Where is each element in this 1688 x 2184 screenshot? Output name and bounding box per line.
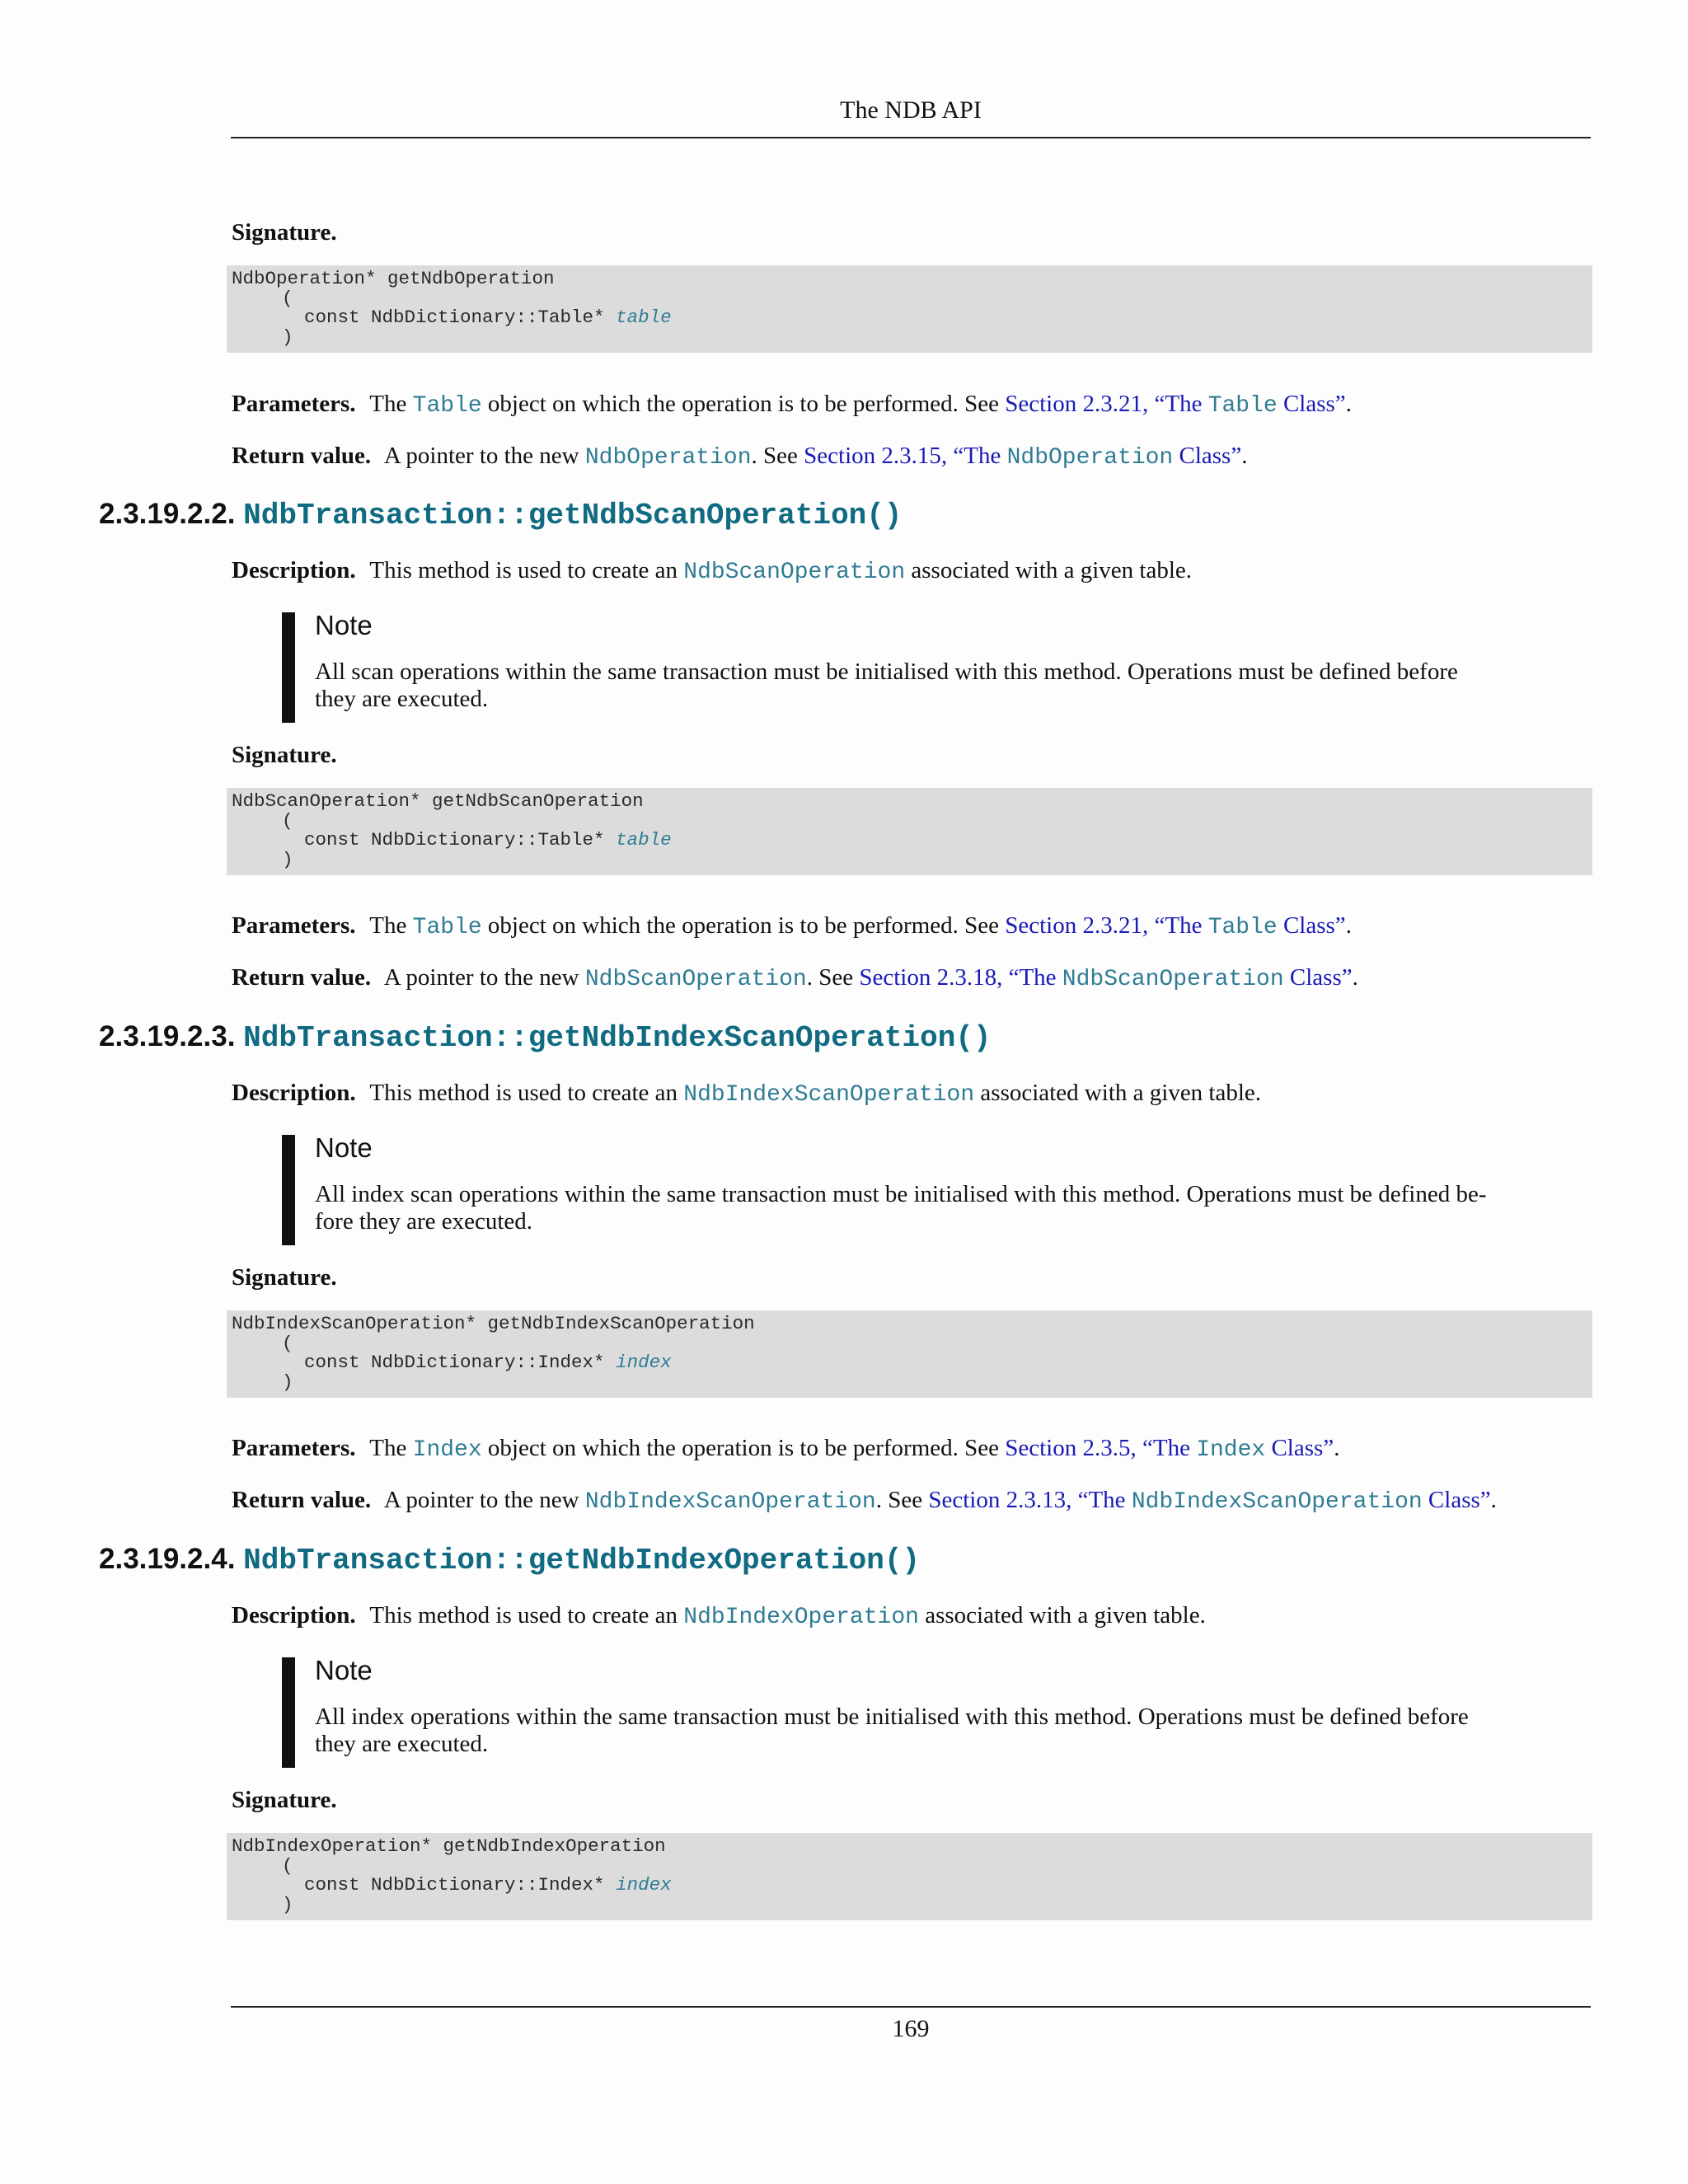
note-box: Note All index operations within the same transaction must be initialised with this method. Operations must be defined before they are executed. xyxy=(282,1657,1568,1768)
code-signature: NdbIndexScanOperation* getNdbIndexScanOperation ( const NdbDictionary::Index* index ) xyxy=(227,1310,1592,1398)
return-value-paragraph: Return value. A pointer to the new NdbIndexScanOperation. See Section 2.3.13, “The NdbIndexScanOperation Class”. xyxy=(232,1487,1497,1515)
note-title: Note xyxy=(315,610,373,640)
footer-rule xyxy=(231,2006,1591,2008)
section-link[interactable]: Section 2.3.15, “The NdbOperation Class” xyxy=(804,443,1242,471)
section-link[interactable]: Section 2.3.18, “The NdbScanOperation Class” xyxy=(859,964,1353,992)
description-paragraph: Description. This method is used to create an NdbScanOperation associated with a given table. xyxy=(232,557,1193,585)
section-heading: 2.3.19.2.4. NdbTransaction::getNdbIndexOperation() xyxy=(99,1543,921,1577)
section-link[interactable]: Section 2.3.21, “The Table Class” xyxy=(1005,912,1346,940)
section-link[interactable]: Section 2.3.13, “The NdbIndexScanOperation Class” xyxy=(928,1487,1491,1515)
code-ref: Table xyxy=(412,393,482,419)
parameters-paragraph: Parameters. The Index object on which the operation is to be performed. See Section 2.3.5, “The Index Class”. xyxy=(232,1435,1340,1463)
code-signature: NdbScanOperation* getNdbScanOperation ( const NdbDictionary::Table* table ) xyxy=(227,788,1592,875)
signature-label: Signature. xyxy=(232,219,337,246)
return-value-paragraph: Return value. A pointer to the new NdbScanOperation. See Section 2.3.18, “The NdbScanOperation Class”. xyxy=(232,964,1358,992)
section-number: 2.3.19.2.2. xyxy=(99,498,236,530)
signature-label: Signature. xyxy=(232,742,337,768)
code-line: NdbOperation* getNdbOperation xyxy=(232,268,555,289)
section-link[interactable]: Section 2.3.5, “The Index Class” xyxy=(1005,1435,1334,1463)
description-label: Description. xyxy=(232,557,356,583)
section-heading xyxy=(99,496,903,534)
section-link[interactable]: Section 2.3.21, “The Table Class” xyxy=(1005,391,1346,419)
signature-label: Signature. xyxy=(232,1264,337,1291)
parameters-label: Parameters. xyxy=(232,391,356,417)
page-header: The NDB API xyxy=(840,96,982,124)
page-number: 169 xyxy=(892,2015,930,2042)
code-param-type: const NdbDictionary::Table* xyxy=(304,307,605,328)
description-paragraph: Description. This method is used to create an NdbIndexScanOperation associated with a given table. xyxy=(232,1080,1262,1108)
signature-label: Signature. xyxy=(232,1787,337,1813)
code-line: ) xyxy=(282,326,293,348)
code-signature: NdbIndexOperation* getNdbIndexOperation ( const NdbDictionary::Index* index ) xyxy=(227,1833,1592,1920)
text: The xyxy=(369,391,407,417)
note-box: Note All index scan operations within the same transaction must be initialised with this method. Operations must be defined be- fore they are executed. xyxy=(282,1135,1568,1245)
note-box xyxy=(282,612,1568,723)
parameters-paragraph: Parameters. The Table object on which the operation is to be performed. See Section 2.3.21, “The Table Class”. xyxy=(232,912,1352,940)
code-ref: NdbOperation xyxy=(584,445,752,471)
code-param-name: table xyxy=(616,307,672,328)
text: A pointer to the new xyxy=(383,443,579,469)
text: object on which the operation is to be performed. See xyxy=(487,391,999,417)
code-ref: NdbScanOperation xyxy=(683,560,906,585)
code-signature xyxy=(227,265,1592,353)
parameters-paragraph: Parameters. The Table object on which the operation is to be performed. See Section 2.3.21, “The Table Class”. xyxy=(232,391,1352,419)
return-value-label: Return value. xyxy=(232,443,372,469)
header-rule xyxy=(231,137,1591,138)
note-text: All scan operations within the same transaction must be initialised with this method. Operations must be defined before they are executed. xyxy=(315,658,1458,712)
description-paragraph: Description. This method is used to create an NdbIndexOperation associated with a given table. xyxy=(232,1602,1206,1630)
return-value-paragraph: Return value. A pointer to the new NdbOperation. See Section 2.3.15, “The NdbOperation Class”. xyxy=(232,443,1248,471)
code-line: ( xyxy=(282,287,293,309)
section-function: NdbTransaction::getNdbScanOperation() xyxy=(243,499,903,532)
section-heading: 2.3.19.2.3. NdbTransaction::getNdbIndexScanOperation() xyxy=(99,1020,992,1055)
